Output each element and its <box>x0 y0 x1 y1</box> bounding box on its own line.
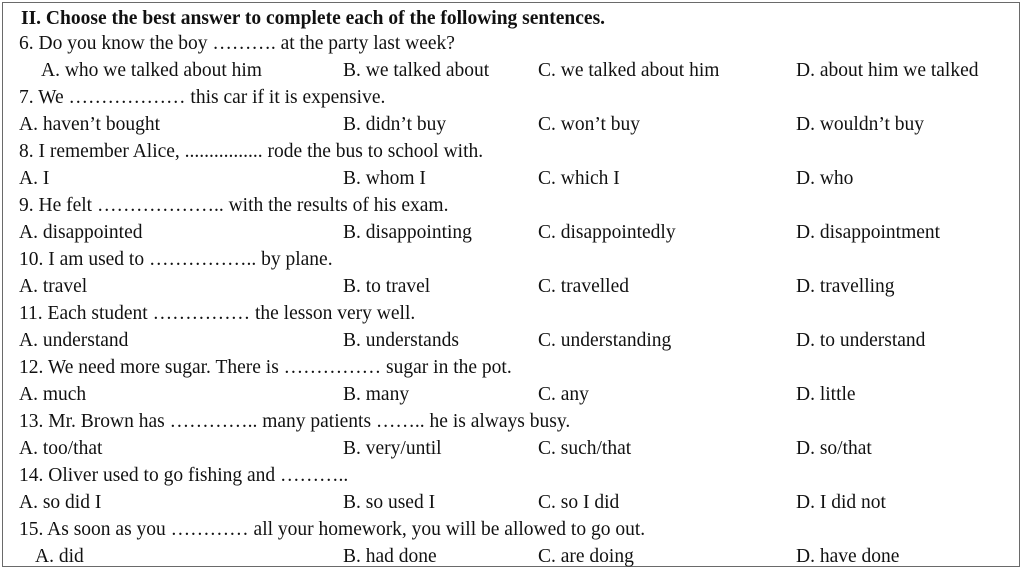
question-9 <box>3 193 1019 220</box>
question-text: 12. We need more sugar. There is …………… sugar in the pot. <box>19 357 512 378</box>
option-a: A. travel <box>19 276 88 297</box>
option-c: C. we talked about him <box>538 60 720 81</box>
option-a: A. too/that <box>19 438 103 459</box>
option-a: A. understand <box>19 330 129 351</box>
question-text: 6. Do you know the boy ………. at the party last week? <box>19 33 455 54</box>
option-b: B. to travel <box>343 276 431 297</box>
question-14 <box>3 463 1019 490</box>
option-d: D. about him we talked <box>796 60 979 81</box>
question-text: 14. Oliver used to go fishing and ……….. <box>19 465 349 486</box>
question-10 <box>3 247 1019 274</box>
options-9 <box>3 220 1019 247</box>
option-c: C. understanding <box>538 330 672 351</box>
option-b: B. so used I <box>343 492 436 513</box>
option-c: C. won’t buy <box>538 114 641 135</box>
question-text: 11. Each student …………… the lesson very well. <box>19 303 416 324</box>
question-text: 13. Mr. Brown has ………….. many patients …….. he is always busy. <box>19 411 571 432</box>
option-c: C. are doing <box>538 546 634 567</box>
question-text: 8. I remember Alice, ................ rode the bus to school with. <box>19 141 484 162</box>
question-13 <box>3 409 1019 436</box>
option-b: B. very/until <box>343 438 442 459</box>
option-b: B. disappointing <box>343 222 472 243</box>
question-text: 9. He felt ……………….. with the results of his exam. <box>19 195 449 216</box>
option-a: A. so did I <box>19 492 102 513</box>
question-8 <box>3 139 1019 166</box>
option-d: D. I did not <box>796 492 886 513</box>
question-text: 10. I am used to …………….. by plane. <box>19 249 333 270</box>
option-d: D. wouldn’t buy <box>796 114 925 135</box>
options-12 <box>3 382 1019 409</box>
options-8 <box>3 166 1019 193</box>
option-c: C. any <box>538 384 589 405</box>
option-c: C. so I did <box>538 492 620 513</box>
options-13 <box>3 436 1019 463</box>
options-15 <box>3 544 1019 571</box>
option-d: D. little <box>796 384 856 405</box>
option-a: A. who we talked about him <box>41 60 262 81</box>
question-text: 15. As soon as you ………… all your homework, you will be allowed to go out. <box>19 519 646 540</box>
question-text: 7. We ……………… this car if it is expensive. <box>19 87 386 108</box>
question-11 <box>3 301 1019 328</box>
option-c: C. which I <box>538 168 620 189</box>
option-b: B. understands <box>343 330 459 351</box>
option-b: B. didn’t buy <box>343 114 447 135</box>
option-a: A. haven’t bought <box>19 114 160 135</box>
options-7 <box>3 112 1019 139</box>
option-d: D. who <box>796 168 854 189</box>
option-b: B. we talked about <box>343 60 490 81</box>
option-b: B. many <box>343 384 410 405</box>
option-c: C. travelled <box>538 276 629 297</box>
option-d: D. have done <box>796 546 900 567</box>
section-heading: II. Choose the best answer to complete each of the following sentences. <box>21 8 606 29</box>
option-b: B. had done <box>343 546 437 567</box>
options-10 <box>3 274 1019 301</box>
option-a: A. I <box>19 168 50 189</box>
worksheet <box>2 2 1020 567</box>
option-a: A. much <box>19 384 87 405</box>
option-a: A. did <box>35 546 84 567</box>
option-c: C. disappointedly <box>538 222 676 243</box>
option-d: D. travelling <box>796 276 895 297</box>
option-b: B. whom I <box>343 168 426 189</box>
option-d: D. disappointment <box>796 222 941 243</box>
options-11 <box>3 328 1019 355</box>
question-6 <box>3 31 1019 58</box>
question-15 <box>3 517 1019 544</box>
option-d: D. so/that <box>796 438 872 459</box>
options-6 <box>3 58 1019 85</box>
question-7 <box>3 85 1019 112</box>
option-c: C. such/that <box>538 438 632 459</box>
options-14 <box>3 490 1019 517</box>
option-d: D. to understand <box>796 330 926 351</box>
question-12 <box>3 355 1019 382</box>
option-a: A. disappointed <box>19 222 143 243</box>
